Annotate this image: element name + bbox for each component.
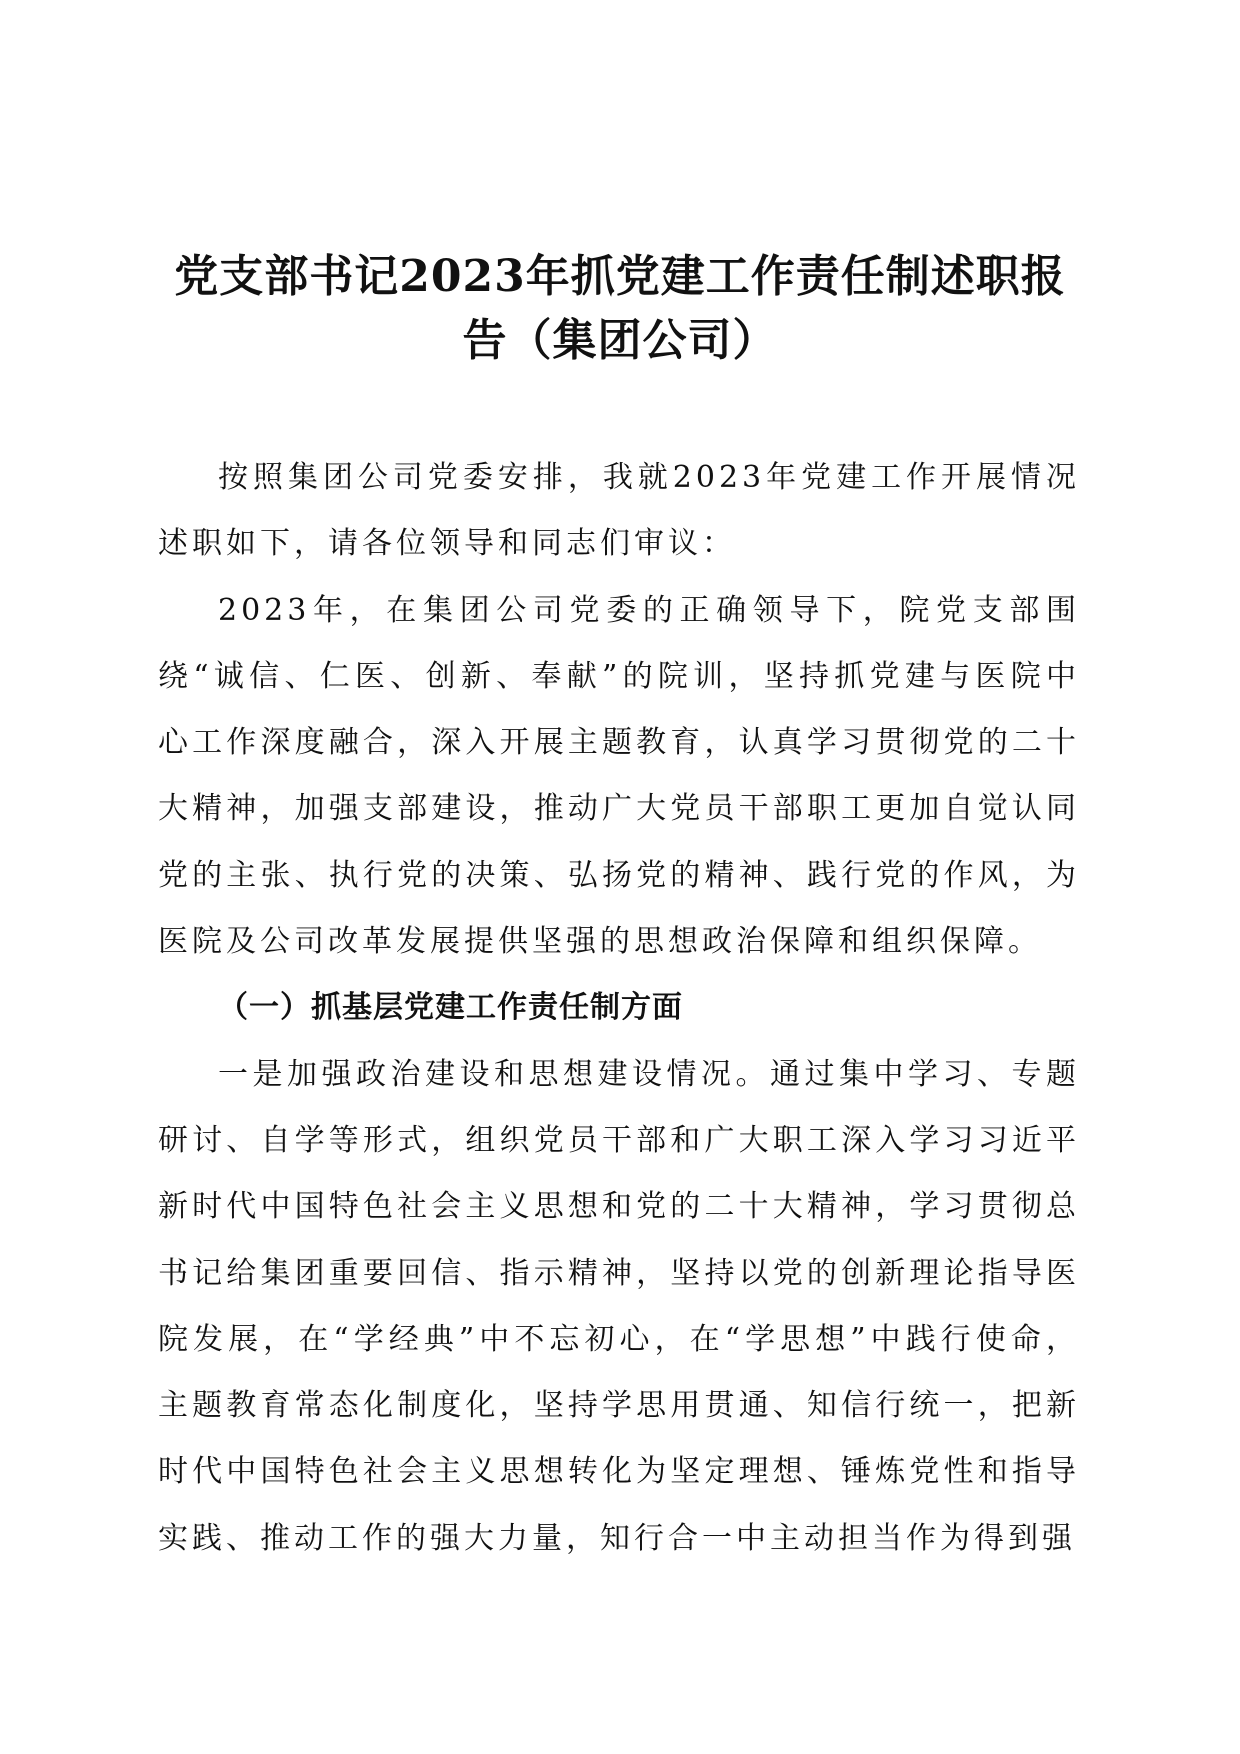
paragraph-intro: 按照集团公司党委安排，我就2023年党建工作开展情况述职如下，请各位领导和同志们审议： <box>158 460 1080 562</box>
title-line-1: 党支部书记2023年抓党建工作责任制述职报 <box>174 251 1066 302</box>
section-heading: （一）抓基层党建工作责任制方面 <box>218 990 683 1026</box>
document-body <box>158 445 1080 1572</box>
paragraph-overview: 2023年，在集团公司党委的正确领导下，院党支部围绕“诚信、仁医、创新、奉献”的院训，坚持抓党建与医院中心工作深度融合，深入开展主题教育，认真学习贯彻党的二十大精神，加强支部建设，推动广大党员干部职工更加自觉认同党的主张、执行党的决策、弘扬党的精神、践行党的作风，为医院及公司改革发展提供坚强的思想政治保障和组织保障。 <box>158 592 1080 960</box>
title-line-2: 告（集团公司） <box>462 315 778 366</box>
document-title <box>150 245 1090 373</box>
paragraph-section-body: 一是加强政治建设和思想建设情况。通过集中学习、专题研讨、自学等形式，组织党员干部和广大职工深入学习习近平新时代中国特色社会主义思想和党的二十大精神，学习贯彻总书记给集团重要回信、指示精神，坚持以党的创新理论指导医院发展，在“学经典”中不忘初心，在“学思想”中践行使命，主题教育常态化制度化，坚持学思用贯通、知信行统一，把新时代中国特色社会主义思想转化为坚定理想、锤炼党性和指导实践、推动工作的强大力量，知行合一中主动担当作为得到强 <box>158 1056 1080 1556</box>
